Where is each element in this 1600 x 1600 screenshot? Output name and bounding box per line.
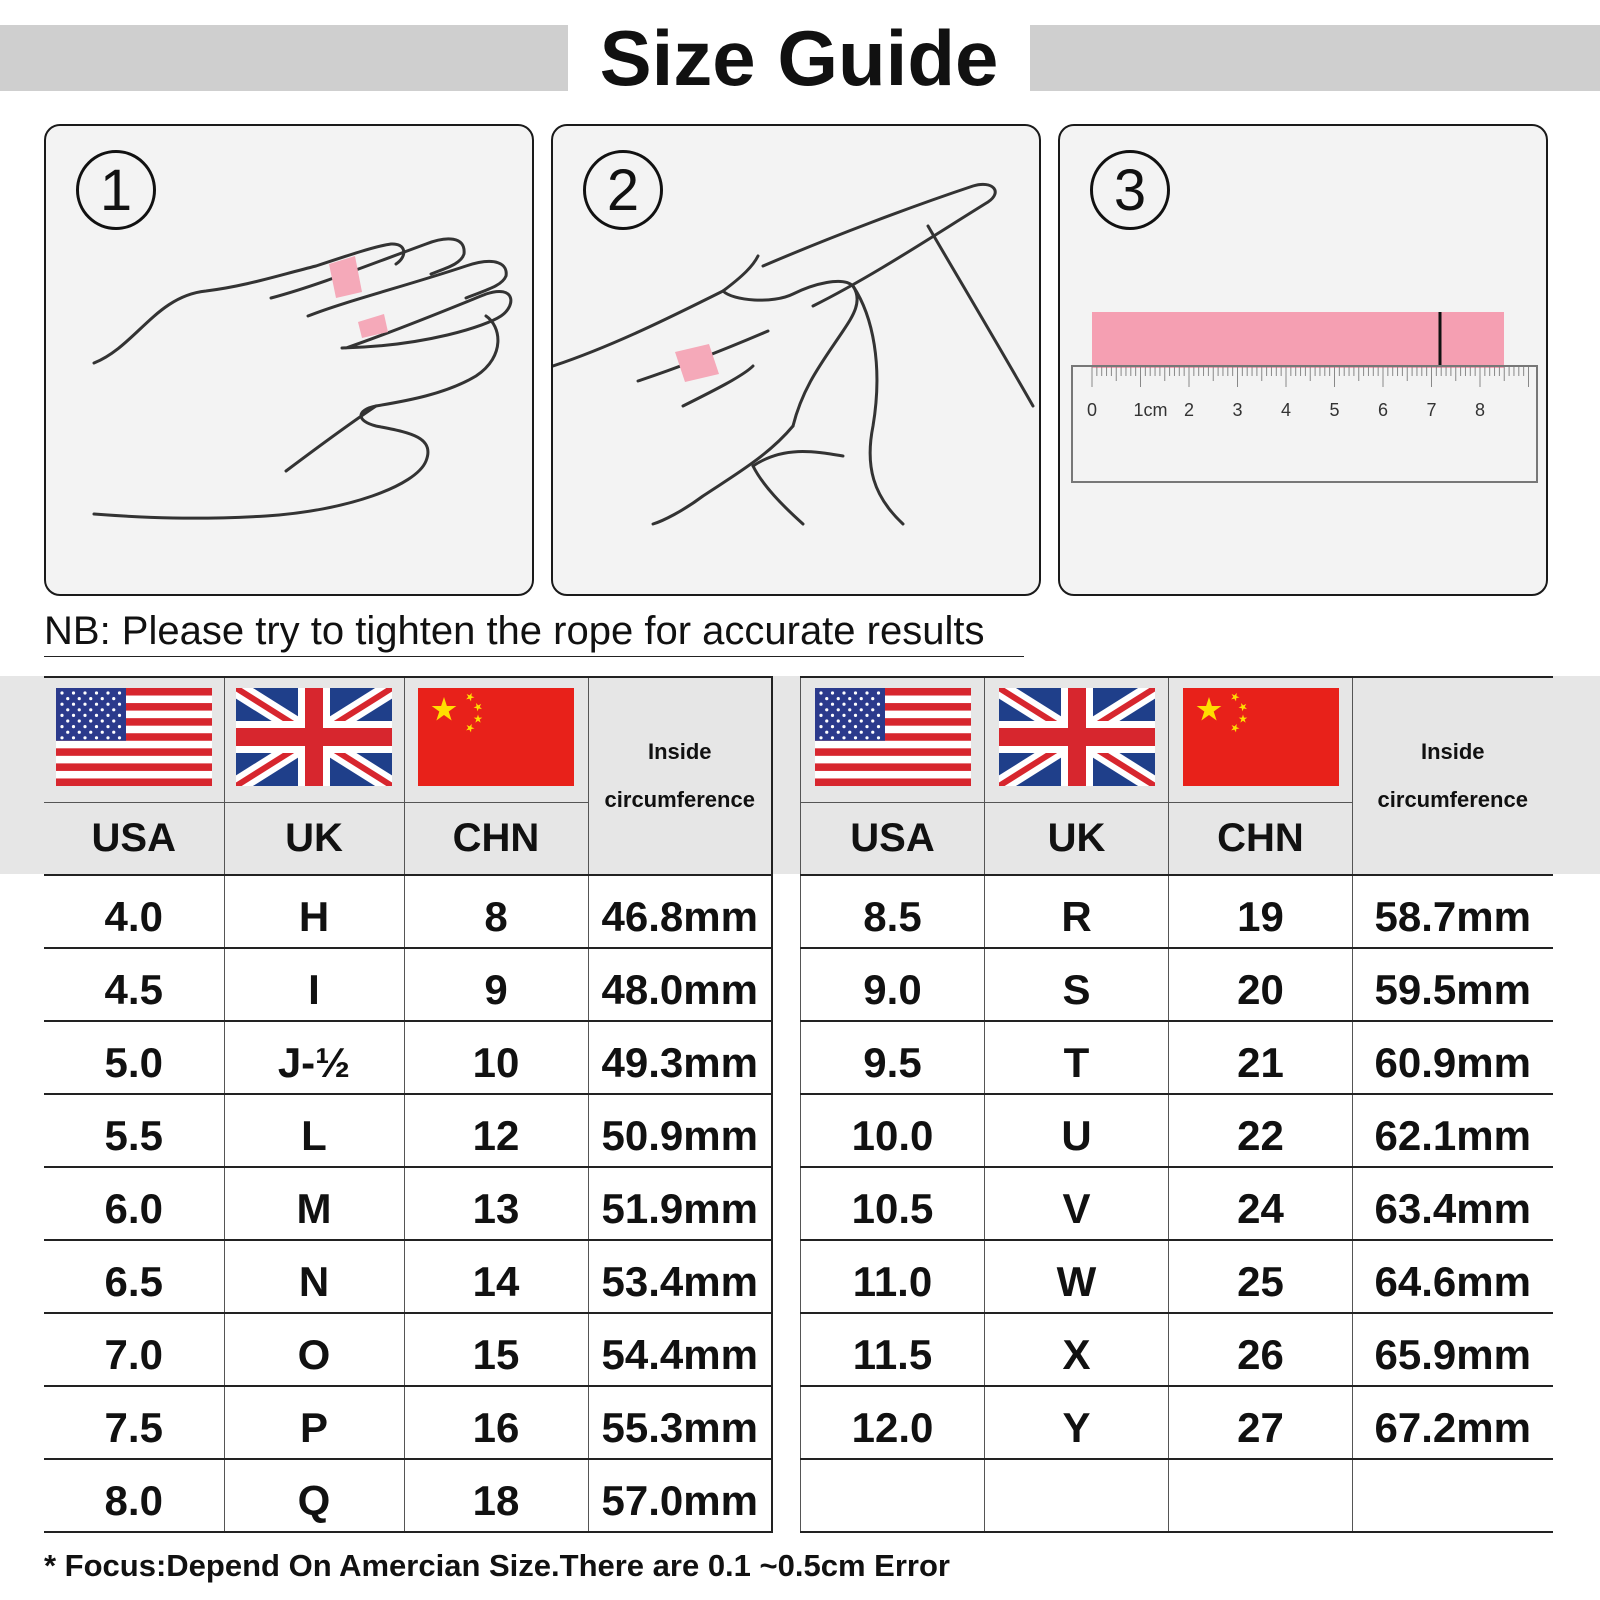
ruler-label: 7	[1426, 400, 1437, 420]
usa-size-cell: 12.0	[801, 1386, 985, 1459]
size-table-left	[44, 676, 773, 1533]
usa-size-cell: 4.0	[44, 875, 224, 948]
chn-size-cell: 22	[1169, 1094, 1353, 1167]
circumference-cell: 49.3mm	[588, 1021, 772, 1094]
usa-size-cell: 8.5	[801, 875, 985, 948]
uk-size-cell: T	[985, 1021, 1169, 1094]
step-3-number: 3	[1090, 150, 1170, 230]
usa-size-cell: 10.5	[801, 1167, 985, 1240]
uk-size-cell: J-½	[224, 1021, 404, 1094]
circumference-cell: 48.0mm	[588, 948, 772, 1021]
paper-strip	[1092, 312, 1504, 368]
uk-flag-icon	[999, 688, 1155, 786]
ruler-label: 5	[1329, 400, 1340, 420]
circumference-cell: 64.6mm	[1353, 1240, 1553, 1313]
table-row	[801, 1021, 1553, 1094]
table-row	[801, 1094, 1553, 1167]
circumference-header-line2: circumference	[604, 787, 755, 812]
chn-size-cell: 27	[1169, 1386, 1353, 1459]
table-row	[44, 1167, 772, 1240]
circumference-cell: 46.8mm	[588, 875, 772, 948]
measurement-note: NB: Please try to tighten the rope for accurate results	[44, 606, 1024, 657]
chn-size-cell: 18	[404, 1459, 588, 1532]
table-row	[801, 1386, 1553, 1459]
flag-cell-us	[801, 677, 985, 802]
uk-size-cell	[985, 1459, 1169, 1532]
usa-size-cell: 9.5	[801, 1021, 985, 1094]
circumference-header	[1353, 677, 1553, 875]
table-row	[801, 1313, 1553, 1386]
us-flag-icon	[815, 688, 971, 786]
flag-cell-uk	[985, 677, 1169, 802]
chn-size-cell: 25	[1169, 1240, 1353, 1313]
circumference-cell: 50.9mm	[588, 1094, 772, 1167]
uk-size-cell: R	[985, 875, 1169, 948]
table-row	[801, 1167, 1553, 1240]
table-row	[44, 1240, 772, 1313]
step-1-number: 1	[76, 150, 156, 230]
chn-size-cell: 21	[1169, 1021, 1353, 1094]
ruler-illustration	[1060, 126, 1548, 596]
uk-size-cell: H	[224, 875, 404, 948]
ruler-label: 0	[1086, 400, 1098, 420]
flag-cell-cn	[404, 677, 588, 802]
table-row	[44, 1386, 772, 1459]
flag-cell-us	[44, 677, 224, 802]
table-row	[44, 1021, 772, 1094]
chn-size-cell: 15	[404, 1313, 588, 1386]
title-band-right	[1030, 25, 1600, 91]
circumference-header-line2: circumference	[1377, 787, 1528, 812]
uk-size-cell: V	[985, 1167, 1169, 1240]
circumference-cell	[1353, 1459, 1553, 1532]
us-flag-icon	[56, 688, 212, 786]
usa-size-cell: 6.5	[44, 1240, 224, 1313]
col-chn: CHN	[1169, 802, 1353, 875]
uk-size-cell: L	[224, 1094, 404, 1167]
flag-cell-uk	[224, 677, 404, 802]
chn-size-cell	[1169, 1459, 1353, 1532]
circumference-cell: 58.7mm	[1353, 875, 1553, 948]
table-row	[801, 875, 1553, 948]
chn-size-cell: 24	[1169, 1167, 1353, 1240]
step-3-panel	[1058, 124, 1548, 596]
uk-flag-icon	[236, 688, 392, 786]
uk-size-cell: M	[224, 1167, 404, 1240]
circumference-cell: 57.0mm	[588, 1459, 772, 1532]
ruler-body	[1072, 366, 1537, 482]
usa-size-cell: 9.0	[801, 948, 985, 1021]
pen-mark-illustration	[553, 126, 1041, 596]
table-row	[44, 1459, 772, 1532]
circumference-header	[588, 677, 772, 875]
chn-size-cell: 19	[1169, 875, 1353, 948]
circumference-cell: 54.4mm	[588, 1313, 772, 1386]
ruler-label: 6	[1377, 400, 1389, 420]
col-uk: UK	[224, 802, 404, 875]
col-chn: CHN	[404, 802, 588, 875]
usa-size-cell: 5.0	[44, 1021, 224, 1094]
circumference-cell: 62.1mm	[1353, 1094, 1553, 1167]
ruler-label: 8	[1474, 400, 1486, 420]
uk-size-cell: W	[985, 1240, 1169, 1313]
table-row	[44, 875, 772, 948]
uk-size-cell: S	[985, 948, 1169, 1021]
step-2-number: 2	[583, 150, 663, 230]
uk-size-cell: X	[985, 1313, 1169, 1386]
usa-size-cell: 11.5	[801, 1313, 985, 1386]
uk-size-cell: N	[224, 1240, 404, 1313]
circumference-cell: 63.4mm	[1353, 1167, 1553, 1240]
usa-size-cell: 6.0	[44, 1167, 224, 1240]
page-title: Size Guide	[599, 14, 999, 102]
usa-size-cell: 7.5	[44, 1386, 224, 1459]
chn-size-cell: 13	[404, 1167, 588, 1240]
circumference-header-line1: Inside	[647, 739, 712, 764]
china-flag-icon	[418, 688, 574, 786]
col-uk: UK	[985, 802, 1169, 875]
circumference-header-line1: Inside	[1420, 739, 1485, 764]
usa-size-cell: 11.0	[801, 1240, 985, 1313]
circumference-cell: 55.3mm	[588, 1386, 772, 1459]
chn-size-cell: 8	[404, 875, 588, 948]
table-row	[801, 1459, 1553, 1532]
chn-size-cell: 9	[404, 948, 588, 1021]
chn-size-cell: 16	[404, 1386, 588, 1459]
uk-size-cell: U	[985, 1094, 1169, 1167]
table-row	[44, 1313, 772, 1386]
chn-size-cell: 12	[404, 1094, 588, 1167]
footer-note: * Focus:Depend On Amercian Size.There are 0.1 ~0.5cm Error	[44, 1548, 950, 1583]
flag-cell-cn	[1169, 677, 1353, 802]
table-row	[801, 1240, 1553, 1313]
chn-size-cell: 10	[404, 1021, 588, 1094]
usa-size-cell: 7.0	[44, 1313, 224, 1386]
uk-size-cell: O	[224, 1313, 404, 1386]
uk-size-cell: P	[224, 1386, 404, 1459]
table-row	[44, 1094, 772, 1167]
ruler-label: 4	[1280, 400, 1292, 420]
chn-size-cell: 20	[1169, 948, 1353, 1021]
circumference-cell: 53.4mm	[588, 1240, 772, 1313]
usa-size-cell: 8.0	[44, 1459, 224, 1532]
hand-wrap-illustration	[46, 126, 534, 596]
circumference-cell: 65.9mm	[1353, 1313, 1553, 1386]
table-row	[44, 948, 772, 1021]
uk-size-cell: Q	[224, 1459, 404, 1532]
col-usa: USA	[801, 802, 985, 875]
ruler-label: 3	[1232, 400, 1243, 420]
usa-size-cell	[801, 1459, 985, 1532]
step-1-panel	[44, 124, 534, 596]
usa-size-cell: 10.0	[801, 1094, 985, 1167]
circumference-cell: 67.2mm	[1353, 1386, 1553, 1459]
china-flag-icon	[1183, 688, 1339, 786]
title-band-left	[0, 25, 568, 91]
chn-size-cell: 26	[1169, 1313, 1353, 1386]
usa-size-cell: 5.5	[44, 1094, 224, 1167]
table-row	[801, 948, 1553, 1021]
circumference-cell: 59.5mm	[1353, 948, 1553, 1021]
ruler-label: 1cm	[1133, 400, 1168, 420]
circumference-cell: 51.9mm	[588, 1167, 772, 1240]
usa-size-cell: 4.5	[44, 948, 224, 1021]
circumference-cell: 60.9mm	[1353, 1021, 1553, 1094]
uk-size-cell: I	[224, 948, 404, 1021]
chn-size-cell: 14	[404, 1240, 588, 1313]
size-table-right	[800, 676, 1553, 1533]
col-usa: USA	[44, 802, 224, 875]
uk-size-cell: Y	[985, 1386, 1169, 1459]
step-2-panel	[551, 124, 1041, 596]
ruler-label: 2	[1183, 400, 1195, 420]
